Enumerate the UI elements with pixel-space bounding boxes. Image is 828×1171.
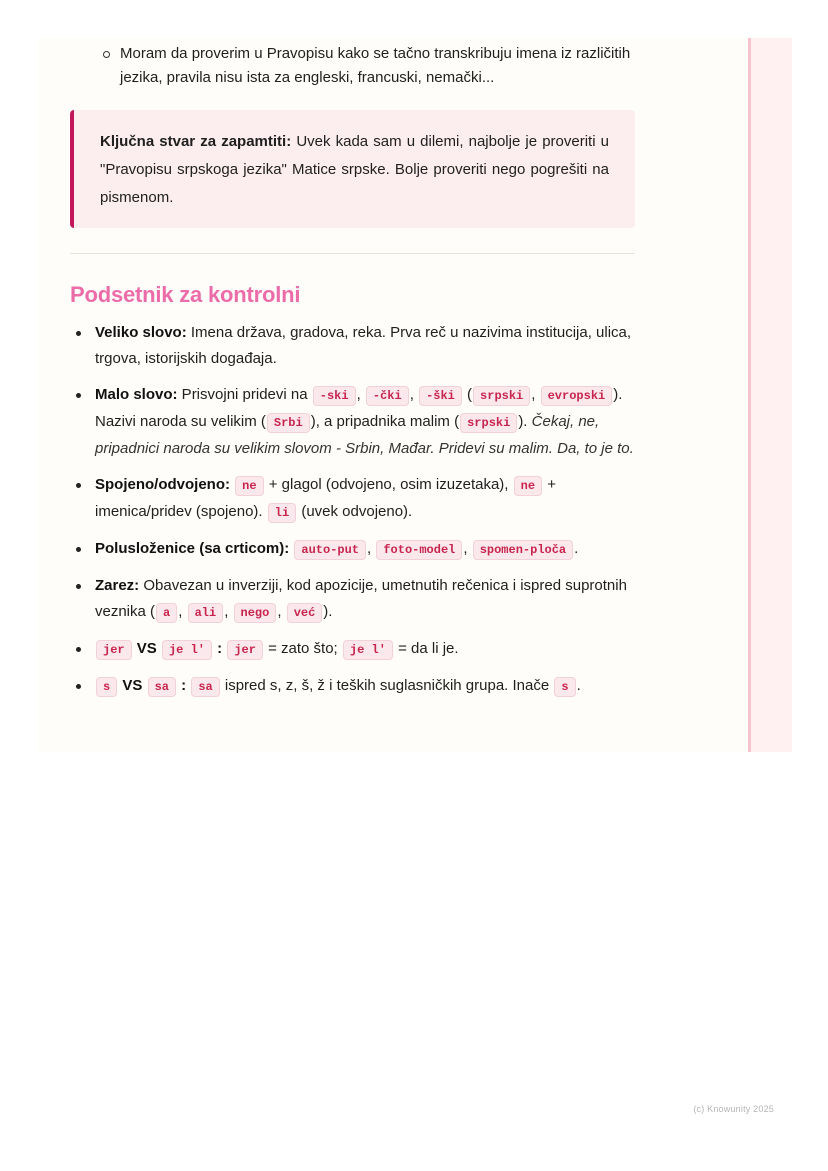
list-item-zarez <box>95 573 635 626</box>
item-text: , <box>409 386 419 403</box>
code-chip: auto-put <box>294 540 366 560</box>
italic-note: Čekaj, ne, pripadnici naroda su velikim slovom - Srbin, Mađar. Pridevi su malim. Da, to je to. <box>95 413 634 457</box>
list-item-spojeno-odvojeno <box>95 472 635 526</box>
code-chip: evropski <box>541 386 613 406</box>
item-text: Prisvojni pridevi na <box>177 386 312 403</box>
sublist-item <box>120 42 635 90</box>
code-chip: foto-model <box>376 540 462 560</box>
code-chip: ali <box>188 603 224 623</box>
document-content <box>70 38 635 710</box>
item-text: , <box>178 603 187 620</box>
side-margin-strip <box>748 38 792 752</box>
item-label: Zarez: <box>95 577 140 594</box>
item-text: Imena država, gradova, reka. Prva reč u nazivima institucija, ulica, trgova, istorijskih događaja. <box>95 324 632 367</box>
code-chip: nego <box>234 603 277 623</box>
section-title: Podsetnik za kontrolni <box>70 282 301 307</box>
code-chip: -ški <box>419 386 462 406</box>
colon-separator: : <box>212 640 227 657</box>
item-text: , <box>367 540 376 557</box>
list-item-poluslozenice <box>95 536 635 563</box>
item-label: Veliko slovo: <box>95 324 187 341</box>
vs-label: VS <box>118 677 147 694</box>
sublist-item-text: Moram da proverim u Pravopisu kako se tačno transkribuju imena iz različitih jezika, pravila nisu ista za engleski, francuski, nemački... <box>120 45 631 86</box>
code-chip: s <box>554 677 575 697</box>
vs-label: VS <box>132 640 161 657</box>
bullet-icon <box>76 331 81 336</box>
item-label: Polusloženice (sa crticom): <box>95 540 290 557</box>
colon-separator: : <box>176 677 191 694</box>
bullet-icon <box>76 547 81 552</box>
item-label: Malo slovo: <box>95 386 178 403</box>
code-chip: li <box>268 503 296 523</box>
item-text: ). <box>323 603 333 620</box>
item-text: ( <box>462 386 473 403</box>
item-text: Obavezan u inverziji, kod apozicije, umetnutih rečenica i ispred suprotnih veznika ( <box>95 577 627 620</box>
callout-text: Uvek kada sam u dilemi, najbolje je proveriti u "Pravopisu srpskoga jezika" Matice srpske. Bolje proveriti nego pogrešiti na pismenom. <box>100 133 610 206</box>
bullet-icon <box>76 647 81 652</box>
item-text <box>230 476 234 493</box>
code-chip: ne <box>235 476 263 496</box>
item-text: , <box>224 603 233 620</box>
item-text: ). Nazivi naroda su velikim ( <box>95 386 623 430</box>
item-text: ispred s, z, š, ž i teških suglasničkih grupa. Inače <box>220 677 554 694</box>
code-chip: s <box>96 677 117 697</box>
code-chip: već <box>287 603 323 623</box>
list-item-veliko-slovo <box>95 320 635 372</box>
bullet-icon <box>76 684 81 689</box>
item-text: + glagol (odvojeno, osim izuzetaka), <box>264 476 513 493</box>
item-text: ). <box>518 413 532 430</box>
item-text: , <box>277 603 286 620</box>
code-chip: jer <box>96 640 132 660</box>
code-chip: ne <box>514 476 542 496</box>
list-item-jer-vs-jel <box>95 636 635 663</box>
bullet-icon <box>76 393 81 398</box>
item-text: = da li je. <box>393 640 459 657</box>
item-text: , <box>356 386 365 403</box>
item-text: ), a pripadnika malim ( <box>310 413 460 430</box>
item-label: Spojeno/odvojeno: <box>95 476 230 493</box>
transcription-sublist <box>70 42 635 90</box>
section-divider <box>70 253 635 254</box>
code-chip: srpski <box>473 386 530 406</box>
list-item-malo-slovo <box>95 382 635 462</box>
code-chip: spomen-ploča <box>473 540 573 560</box>
code-chip: -ski <box>313 386 356 406</box>
item-text: . <box>576 677 581 694</box>
copyright-footer: (c) Knowunity 2025 <box>693 1104 774 1114</box>
code-chip: a <box>156 603 177 623</box>
code-chip: jer <box>227 640 263 660</box>
item-text: (uvek odvojeno). <box>297 503 413 520</box>
code-chip: srpski <box>460 413 517 433</box>
code-chip: Srbi <box>267 413 310 433</box>
list-item-s-vs-sa <box>95 673 635 700</box>
code-chip: -čki <box>366 386 409 406</box>
code-chip: sa <box>148 677 176 697</box>
item-text: + imenica/pridev (spojeno). <box>95 476 556 520</box>
item-text: = zato što; <box>263 640 342 657</box>
key-takeaway-callout <box>70 110 635 228</box>
hollow-bullet-icon <box>103 51 110 58</box>
item-text: , <box>531 386 540 403</box>
bullet-icon <box>76 483 81 488</box>
item-text: , <box>463 540 472 557</box>
reminder-list <box>70 320 635 700</box>
code-chip: je l' <box>162 640 212 660</box>
bullet-icon <box>76 584 81 589</box>
item-text: . <box>574 540 579 557</box>
callout-label: Ključna stvar za zapamtiti: <box>100 133 292 150</box>
item-text <box>289 540 293 557</box>
code-chip: je l' <box>343 640 393 660</box>
code-chip: sa <box>191 677 219 697</box>
